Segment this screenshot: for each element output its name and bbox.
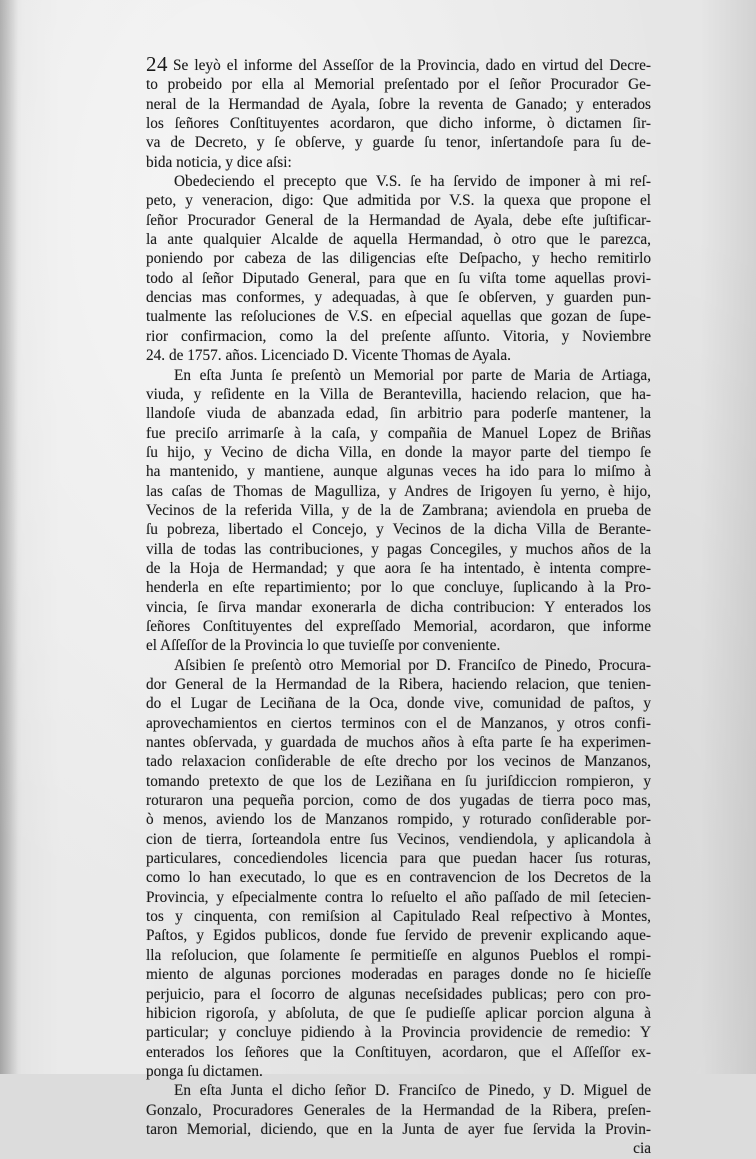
- text-line: va de Decreto, y ſe obſerve, y guarde ſu tenor, inſertandoſe para ſu de-: [146, 134, 651, 152]
- text-line: cion de tierra, ſorteandola entre ſus Vecinos, vendiendola, y aplicandola à: [146, 830, 651, 848]
- body-text: [146, 56, 651, 1159]
- text-line: dencias mas conformes, y adequadas, à que ſe obſerven, y guarden pun-: [146, 289, 651, 307]
- text-line: ſeñores Conſtituyentes del expreſſado Memorial, acordaron, que informe: [146, 617, 651, 635]
- text-line: de la Hoja de Hermandad; y que aora ſe ha intentado, è intenta compre-: [146, 559, 651, 577]
- text-line: tos y cinquenta, con remiſsion al Capitulado Real reſpectivo à Montes,: [146, 908, 651, 926]
- catchword: cia: [633, 1140, 651, 1158]
- text-line: 24. de 1757. años. Licenciado D. Vicente Thomas de Ayala.: [146, 347, 511, 365]
- text-line: todo al ſeñor Diputado General, para que en ſu viſta tome aquellas provi-: [146, 269, 651, 287]
- text-line: to probeido por ella al Memorial preſentado por el ſeñor Procurador Ge-: [146, 76, 651, 94]
- text-line: Provincia, y eſpecialmente contra lo reſuelto el año paſſado de mil ſetecien-: [146, 888, 651, 906]
- text-line: ponga ſu dictamen.: [146, 1062, 263, 1080]
- text-line: En eſta Junta el dicho ſeñor D. Franciſco de Pinedo, y D. Miguel de: [174, 1082, 651, 1100]
- text-line: Obedeciendo el precepto que V.S. ſe ha ſervido de imponer à mi reſ-: [174, 173, 651, 191]
- text-line: particulares, concediendoles licencia para que puedan hacer ſus roturas,: [146, 850, 651, 868]
- text-line: bida noticia, y dice aſsi:: [146, 153, 292, 171]
- text-line: Paſtos, y Egidos publicos, donde fue ſervido de prevenir explicando aque-: [146, 927, 651, 945]
- text-line: tado relaxacion conſiderable de eſte drecho por los vecinos de Manzanos,: [146, 753, 651, 771]
- text-line: particular; y concluye pidiendo à la Provincia providencie de remedio: Y: [146, 1024, 651, 1042]
- text-line: hibicion rigoroſa, y abſoluta, de que ſe pudieſſe aplicar porcion alguna à: [146, 1004, 651, 1022]
- text-line: Gonzalo, Procuradores Generales de la Hermandad de la Ribera, preſen-: [146, 1101, 651, 1119]
- text-line: dor General de la Hermandad de la Ribera, haciendo relacion, que tenien-: [146, 676, 651, 693]
- text-line: Se leyò el informe del Asseſſor de la Provincia, dado en virtud del Decre-: [173, 57, 651, 74]
- text-line: poniendo por cabeza de las diligencias eſte Deſpacho, y hecho remitirlo: [146, 250, 651, 268]
- text-line: aprovechamientos en ciertos terminos con el de Manzanos, y otros confi-: [146, 714, 651, 732]
- text-line: ſeñor Procurador General de la Hermandad de Ayala, debe eſte juſtificar-: [146, 211, 651, 229]
- text-line: villa de todas las contribuciones, y pagas Concegiles, y muchos años de la: [146, 540, 651, 558]
- text-line: tomando pretexto de que los de Leziñana en ſu juriſdiccion rompieron, y: [146, 772, 651, 790]
- text-line: taron Memorial, diciendo, que en la Junta de ayer fue ſervida la Provin-: [146, 1120, 651, 1138]
- text-line: ha mantenido, y mantiene, aunque algunas veces ha ido para lo miſmo à: [146, 463, 651, 481]
- text-line: enterados los ſeñores que la Conſtituyen, acordaron, que el Aſſeſſor ex-: [146, 1043, 651, 1061]
- text-line: los ſeñores Conſtituyentes acordaron, que dicho informe, ò dictamen ſir-: [146, 115, 651, 133]
- text-line: ſu pobreza, libertado el Concejo, y Vecinos de la dicha Villa de Berante-: [146, 521, 651, 539]
- text-line: Aſsibien ſe preſentò otro Memorial por D. Franciſco de Pinedo, Procura-: [174, 656, 651, 674]
- binding-shadow: [0, 0, 18, 1074]
- text-line: la ante qualquier Alcalde de aquella Hermandad, ò otro que le parezca,: [146, 231, 651, 249]
- text-line: lla reſolucion, que ſolamente ſe permitieſſe en algunos Pueblos el rompi-: [146, 946, 651, 964]
- text-line: rior confirmacion, como la del preſente aſſunto. Vitoria, y Noviembre: [146, 327, 651, 345]
- text-line: henderla en eſte repartimiento; por lo que concluye, ſuplicando à la Pro-: [146, 579, 651, 597]
- text-line: do el Lugar de Leciñana de la Oca, donde vive, comunidad de paſtos, y: [146, 695, 651, 713]
- text-line: neral de la Hermandad de Ayala, ſobre la reventa de Ganado; y enterados: [146, 95, 651, 113]
- text-line: peto, y veneracion, digo: Que admitida por V.S. la quexa que propone el: [146, 192, 651, 210]
- text-line: miento de algunas porciones moderadas en parages donde no ſe hicieſſe: [146, 966, 651, 984]
- text-line: viuda, y reſidente en la Villa de Berantevilla, haciendo relacion, que ha-: [146, 385, 651, 403]
- text-line: perjuicio, para el ſocorro de algunas neceſsidades publicas; pero con pro-: [146, 985, 651, 1003]
- text-line: vincia, ſe ſirva mandar exonerarla de dicha contribucion: Y enterados los: [146, 598, 651, 616]
- text-line: las caſas de Thomas de Magulliza, y Andres de Irigoyen ſu yerno, è hijo,: [146, 482, 651, 500]
- text-line: el Aſſeſſor de la Provincia lo que tuvieſſe por conveniente.: [146, 637, 501, 655]
- page-number: 24: [146, 52, 168, 76]
- text-line: nantes obſervada, y guardada de muchos años à eſta parte ſe ha experimen-: [146, 734, 651, 752]
- text-line: ſu hijo, y Vecino de dicha Villa, en donde la mayor parte del tiempo ſe: [146, 443, 651, 461]
- text-line: En eſta Junta ſe preſentò un Memorial por parte de Maria de Artiaga,: [174, 366, 651, 384]
- text-line: roturaron una pequeña porcion, como de dos yugadas de tierra poco mas,: [146, 792, 651, 810]
- text-line: tualmente las reſoluciones de V.S. en eſpecial aquellas que gozan de ſupe-: [146, 308, 651, 326]
- text-line: Vecinos de la referida Villa, y de la de Zambrana; aviendola en prueba de: [146, 501, 651, 519]
- text-line: llandoſe viuda de abanzada edad, ſin arbitrio para poderſe mantener, la: [146, 405, 651, 423]
- text-line: ò menos, aviendo los de Manzanos rompido, y roturado conſiderable por-: [146, 811, 651, 829]
- text-line: como lo han executado, lo que es en contravencion de los Decretos de la: [146, 869, 651, 887]
- text-line: fue preciſo arrimarſe à la caſa, y compañia de Manuel Lopez de Briñas: [146, 424, 651, 442]
